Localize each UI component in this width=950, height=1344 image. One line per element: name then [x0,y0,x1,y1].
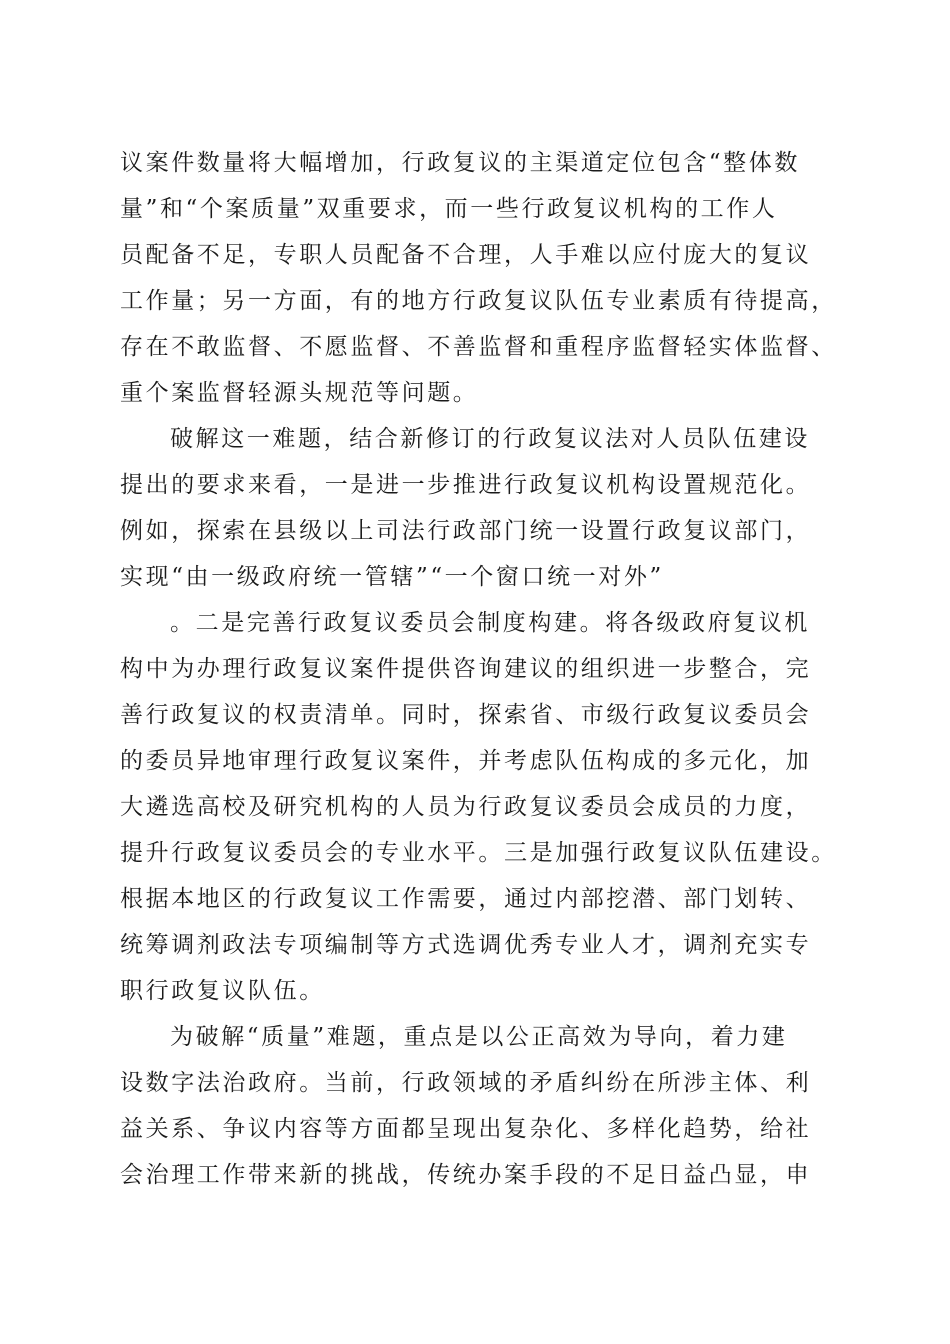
text-line: 量”和“个案质量”双重要求，而一些行政复议机构的工作人 [120,196,778,222]
text-line: 职行政复议队伍。 [120,978,325,1004]
text-line: 重个案监督轻源头规范等问题。 [120,380,479,406]
text-line: 大遴选高校及研究机构的人员为行政复议委员会成员的力度， [120,794,812,820]
text-line: 善行政复议的权责清单。同时，探索省、市级行政复议委员会 [120,702,812,728]
text-line: 根据本地区的行政复议工作需要，通过内部挖潜、部门划转、 [120,886,812,912]
paragraph-first-line: 破解这一难题，结合新修订的行政复议法对人员队伍建设 [170,426,810,452]
text-line: 设数字法治政府。当前，行政领域的矛盾纠纷在所涉主体、利 [120,1070,812,1096]
text-line: 提升行政复议委员会的专业水平。三是加强行政复议队伍建设。 [120,840,837,866]
text-line: 例如，探索在县级以上司法行政部门统一设置行政复议部门， [120,518,812,544]
paragraph-first-line: 。二是完善行政复议委员会制度构建。将各级政府复议机 [170,610,810,636]
paragraph-first-line: 为破解“质量”难题，重点是以公正高效为导向，着力建 [170,1024,788,1050]
text-line: 工作量；另一方面，有的地方行政复议队伍专业素质有待提高， [120,288,837,314]
text-line: 的委员异地审理行政复议案件，并考虑队伍构成的多元化，加 [120,748,812,774]
text-line: 益关系、争议内容等方面都呈现出复杂化、多样化趋势，给社 [120,1116,812,1142]
body-text [120,140,840,1198]
text-line: 构中为办理行政复议案件提供咨询建议的组织进一步整合，完 [120,656,812,682]
text-line: 提出的要求来看，一是进一步推进行政复议机构设置规范化。 [120,472,812,498]
text-line: 实现“由一级政府统一管辖”“一个窗口统一对外” [120,564,664,590]
text-line: 议案件数量将大幅增加，行政复议的主渠道定位包含“整体数 [120,150,800,176]
text-line: 员配备不足，专职人员配备不合理，人手难以应付庞大的复议 [120,242,812,268]
text-line: 存在不敢监督、不愿监督、不善监督和重程序监督轻实体监督、 [120,334,837,360]
text-line: 统筹调剂政法专项编制等方式选调优秀专业人才，调剂充实专 [120,932,812,958]
text-line: 会治理工作带来新的挑战，传统办案手段的不足日益凸显，申 [120,1162,812,1188]
